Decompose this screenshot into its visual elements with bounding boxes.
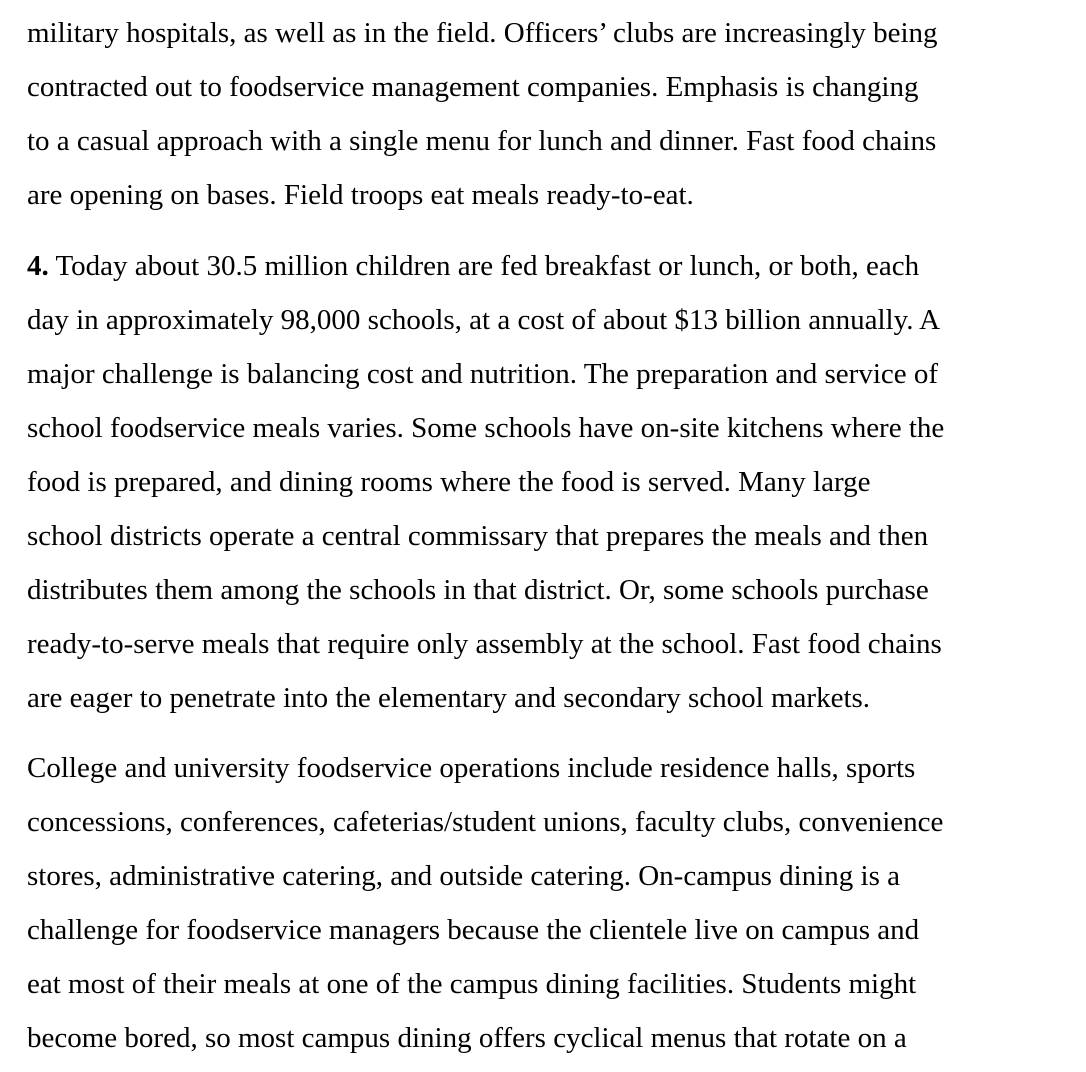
- text-line: to a casual approach with a single menu for lunch and dinner. Fast food chains: [27, 125, 937, 157]
- text-line: major challenge is balancing cost and nutrition. The preparation and service of: [27, 358, 939, 390]
- text-line: College and university foodservice operations include residence halls, sports: [27, 752, 916, 784]
- text-line: military hospitals, as well as in the field. Officers’ clubs are increasingly being: [27, 17, 938, 49]
- paragraph-military-foodservice: [27, 6, 938, 222]
- text-line: concessions, conferences, cafeterias/student unions, faculty clubs, convenience: [27, 806, 944, 838]
- text-line: ready-to-serve meals that require only assembly at the school. Fast food chains: [27, 628, 942, 660]
- paragraph-school-foodservice: [27, 239, 944, 725]
- text-line-first: [27, 239, 944, 293]
- text-line: school foodservice meals varies. Some schools have on-site kitchens where the: [27, 412, 945, 444]
- text-line: eat most of their meals at one of the campus dining facilities. Students might: [27, 968, 917, 1000]
- text-line: day in approximately 98,000 schools, at a cost of about $13 billion annually. A: [27, 304, 941, 336]
- text-line: contracted out to foodservice management companies. Emphasis is changing: [27, 71, 919, 103]
- text-line: are opening on bases. Field troops eat meals ready-to-eat.: [27, 179, 694, 211]
- text-line: are eager to penetrate into the elementary and secondary school markets.: [27, 682, 871, 714]
- text-line: food is prepared, and dining rooms where the food is served. Many large: [27, 466, 871, 498]
- paragraph-college-foodservice: [27, 741, 943, 1065]
- text-line: become bored, so most campus dining offers cyclical menus that rotate on a: [27, 1022, 907, 1054]
- paragraph-number: 4.: [27, 250, 49, 282]
- text-line: stores, administrative catering, and outside catering. On-campus dining is a: [27, 860, 900, 892]
- text-line: challenge for foodservice managers because the clientele live on campus and: [27, 914, 920, 946]
- text-line-rest: Today about 30.5 million children are fed breakfast or lunch, or both, each: [48, 250, 920, 282]
- text-line: distributes them among the schools in that district. Or, some schools purchase: [27, 574, 929, 606]
- text-line: school districts operate a central commissary that prepares the meals and then: [27, 520, 929, 552]
